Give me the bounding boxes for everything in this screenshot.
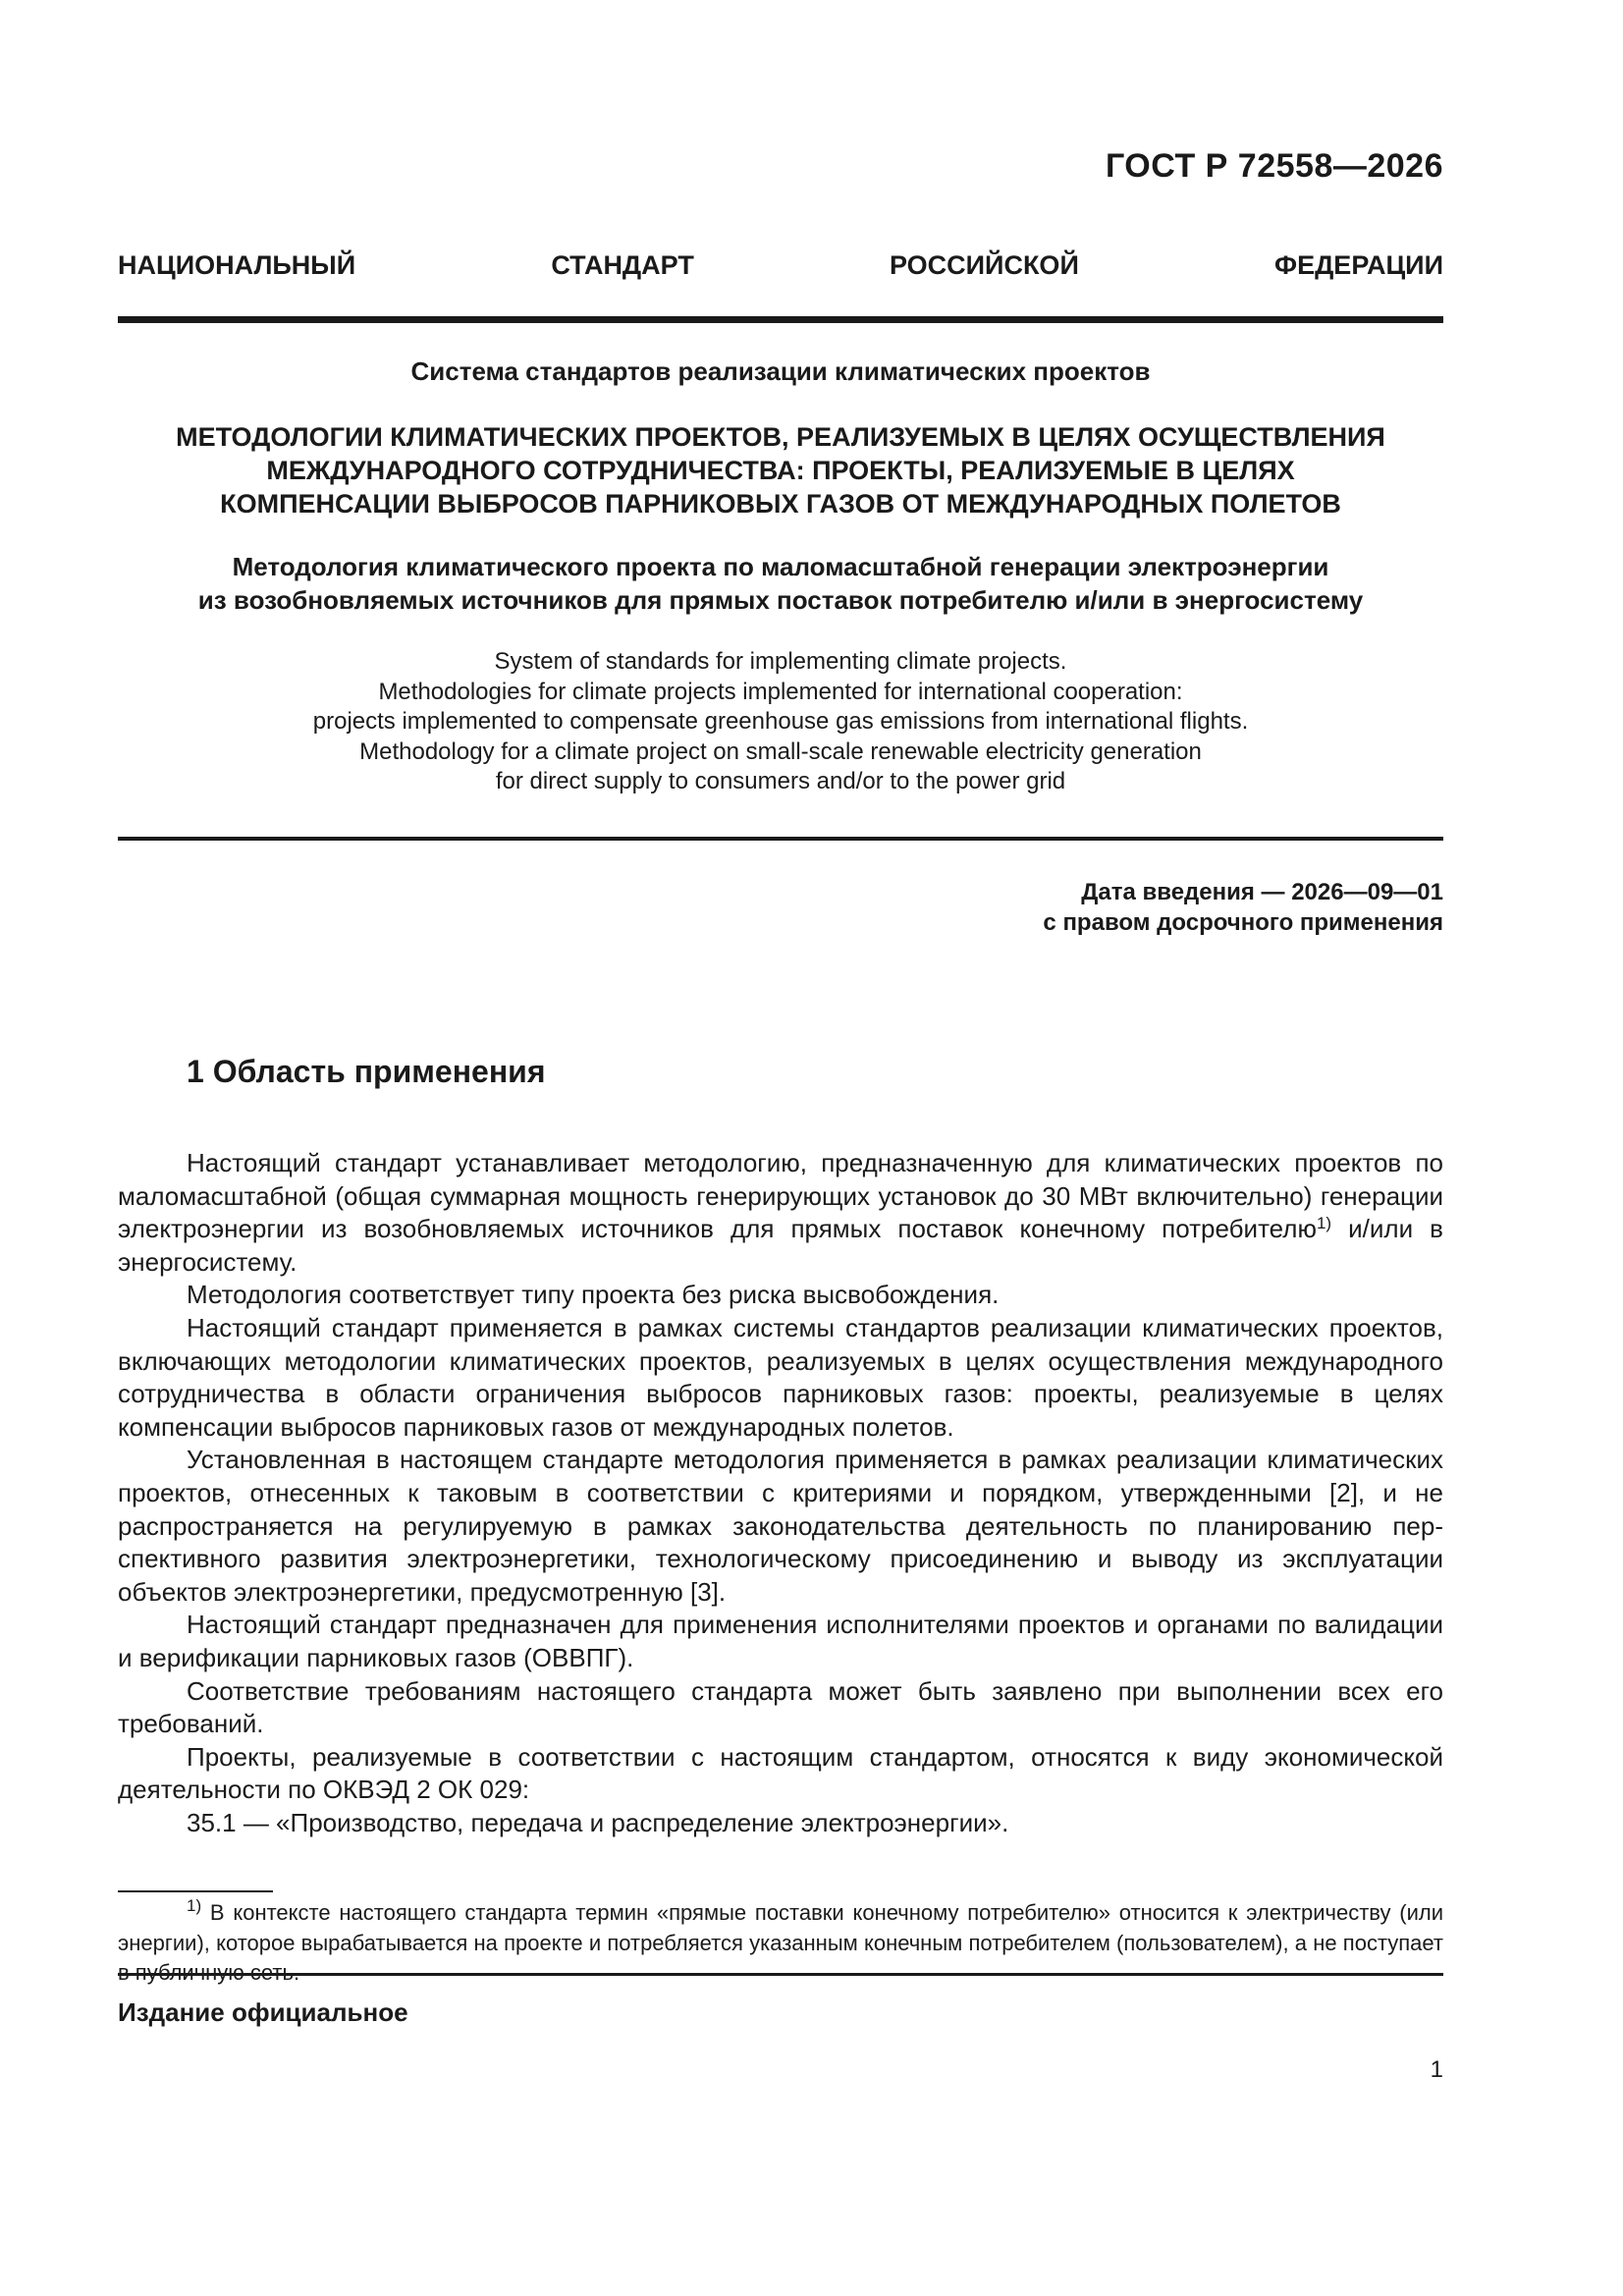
english-title-line: Methodology for a climate project on small-scale renewable electricity generation xyxy=(359,738,1202,765)
paragraph xyxy=(118,1147,1443,1279)
english-title-line: System of standards for implementing climate projects. xyxy=(494,648,1067,675)
system-title: Система стандартов реализации климатических проектов xyxy=(410,356,1151,386)
paragraph: Настоящий стандарт предназначен для применения исполнителями проектов и органами по валидации и верификации парниковых газов (ОВВПГ). xyxy=(118,1610,1443,1672)
main-title-line: КОМПЕНСАЦИИ ВЫБРОСОВ ПАРНИКОВЫХ ГАЗОВ ОТ МЕЖДУНАРОДНЫХ ПОЛЕТОВ xyxy=(220,489,1341,519)
english-title-line: projects implemented to compensate greenhouse gas emissions from international flights. xyxy=(312,708,1249,735)
footnote-separator xyxy=(118,1890,273,1892)
introduction-date xyxy=(1043,877,1443,938)
page-number: 1 xyxy=(1430,2056,1443,2083)
main-title-line: МЕТОДОЛОГИИ КЛИМАТИЧЕСКИХ ПРОЕКТОВ, РЕАЛИЗУЕМЫХ В ЦЕЛЯХ ОСУЩЕСТВЛЕНИЯ xyxy=(176,422,1385,452)
paragraph-text: Настоящий стандарт устанавливает методологию, предназначенную для климатических проектов по маломасштабной (общая суммарная мощность генерирующих установок до 30 МВт включительно) генерации электроэнергии из возобновляемых источников для прямых поставок конечному потребителю xyxy=(118,1148,1443,1244)
english-title-line: for direct supply to consumers and/or to the power grid xyxy=(495,768,1066,794)
footer-divider xyxy=(118,1973,1443,1976)
paragraph: Методология соответствует типу проекта без риска высвобождения. xyxy=(187,1280,1000,1310)
paragraph: Настоящий стандарт применяется в рамках системы стандартов реализации климатических проектов, включающих методологии климатических проектов, реализуемых в целях осуществления международного сотрудничества в области ограничения выбросов парниковых газов: проекты, реализуемые в целях компенсации выбросов парниковых газов от международных полетов. xyxy=(118,1312,1443,1442)
footnote-marker: 1) xyxy=(187,1896,202,1915)
subtitle-line: из возобновляемых источников для прямых поставок потребителю и/или в энергосистему xyxy=(197,585,1364,615)
subtitle-line: Методология климатического проекта по маломасштабной генерации электроэнергии xyxy=(232,552,1329,581)
national-standard-header: НАЦИОНАЛЬНЫЙ СТАНДАРТ РОССИЙСКОЙ ФЕДЕРАЦИИ xyxy=(118,250,1443,280)
section-heading: 1 Область применения xyxy=(187,1054,546,1089)
introduction-date-line: Дата введения — 2026—09—01 xyxy=(1081,879,1443,905)
document-number: ГОСТ Р 72558—2026 xyxy=(1105,147,1443,185)
early-application-line: с правом досрочного применения xyxy=(1043,909,1443,936)
section-body xyxy=(118,1147,1443,1839)
paragraph: Соответствие требованиям настоящего стандарта может быть заявлено при выполнении всех его требований. xyxy=(118,1675,1443,1739)
paragraph: Установленная в настоящем стандарте методология применяется в рамках реализации климатических проектов, отнесенных к таковым в соответствии с критериями и порядком, утвержденными [2], и не распространяется на регулируемую в рамках законодательства деятельность по планированию перспективного развития электроэнергетики, технологическому присоединению и выводу из эксплуатации объектов электроэнергетики, предусмотренную [3]. xyxy=(118,1445,1443,1607)
english-title-line: Methodologies for climate projects implemented for international cooperation: xyxy=(378,678,1183,705)
paragraph-text: и/или в энергосистему. xyxy=(118,1214,1443,1277)
official-edition-label: Издание официальное xyxy=(118,1997,408,2027)
main-title-line: МЕЖДУНАРОДНОГО СОТРУДНИЧЕСТВА: ПРОЕКТЫ, РЕАЛИЗУЕМЫЕ В ЦЕЛЯХ xyxy=(266,456,1295,485)
title-divider xyxy=(118,837,1443,841)
footnote-text: В контексте настоящего стандарта термин «прямые поставки конечному потребителю» относится к электричеству (или энергии), которое вырабатывается на проекте и потребляется указанным конечным потребителем (пользователем), а не поступает xyxy=(118,1900,1443,1955)
english-title xyxy=(118,647,1443,797)
header-divider xyxy=(118,316,1443,323)
methodology-subtitle xyxy=(118,550,1443,617)
paragraph: Проекты, реализуемые в соответствии с настоящим стандартом, относятся к виду экономической деятельности по ОКВЭД 2 ОК 029: xyxy=(118,1741,1443,1805)
footnote-reference[interactable]: 1) xyxy=(1316,1214,1332,1233)
main-title xyxy=(118,420,1443,520)
paragraph: 35.1 — «Производство, передача и распределение электроэнергии». xyxy=(187,1807,1009,1837)
